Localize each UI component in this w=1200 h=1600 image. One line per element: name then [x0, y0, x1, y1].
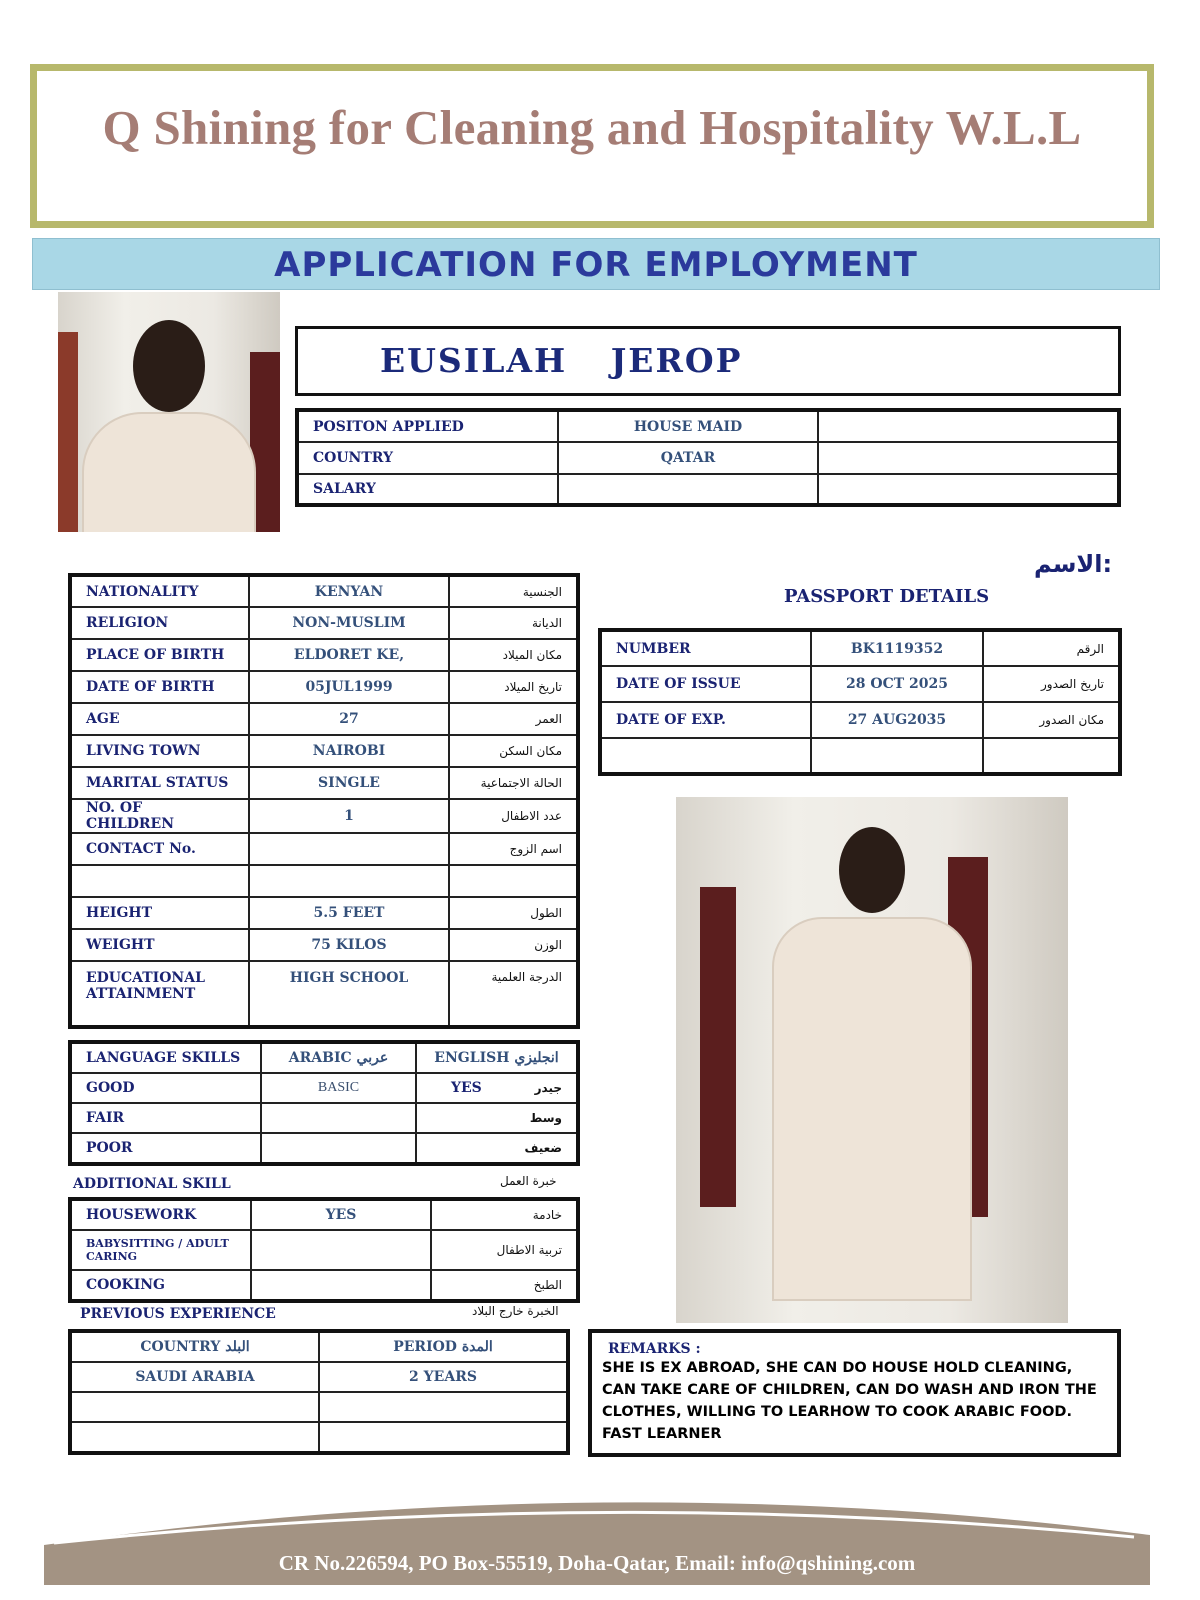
field-value: 05JUL1999: [249, 671, 449, 703]
table-row: [600, 702, 1120, 738]
table-row: [70, 703, 578, 735]
table-row: [70, 1133, 578, 1164]
experience-period: 2 YEARS: [319, 1362, 568, 1392]
passport-label: NUMBER: [600, 630, 811, 666]
arabic-level-value: BASIC: [261, 1073, 416, 1103]
table-row: [70, 929, 578, 961]
field-value: 5.5 FEET: [249, 897, 449, 929]
field-label: DATE OF BIRTH: [70, 671, 249, 703]
table-row: [70, 1392, 568, 1422]
skill-arabic-label: خادمة: [431, 1199, 578, 1230]
language-level-arabic: ضعيف: [524, 1141, 562, 1155]
skill-value: [251, 1230, 431, 1270]
field-label: NATIONALITY: [70, 575, 249, 607]
position-table: [295, 408, 1121, 507]
language-level-arabic: جيدر: [534, 1081, 562, 1095]
passport-title: PASSPORT DETAILS: [784, 586, 990, 607]
field-arabic-label: مكان الميلاد: [449, 639, 578, 671]
field-value: [249, 833, 449, 865]
field-value: NON-MUSLIM: [249, 607, 449, 639]
table-row: [600, 630, 1120, 666]
position-label: POSITON APPLIED: [297, 410, 558, 442]
last-name: JEROP: [610, 341, 743, 380]
table-row: [70, 735, 578, 767]
field-value: KENYAN: [249, 575, 449, 607]
passport-label: DATE OF ISSUE: [600, 666, 811, 702]
company-name: Q Shining for Cleaning and Hospitality W.L.L: [102, 100, 1082, 155]
personal-details-table: [68, 573, 580, 1029]
skill-arabic-label: الطبخ: [431, 1270, 578, 1301]
field-label: HEIGHT: [70, 897, 249, 929]
table-row: [70, 575, 578, 607]
table-row: [70, 1073, 578, 1103]
passport-table: [598, 628, 1122, 776]
previous-experience-table: [68, 1329, 570, 1455]
field-arabic-label: الديانة: [449, 607, 578, 639]
field-label: PLACE OF BIRTH: [70, 639, 249, 671]
portrait-photo: [58, 292, 280, 532]
table-row: [70, 865, 578, 897]
table-row: [297, 474, 1119, 505]
passport-arabic-label: [983, 738, 1120, 774]
field-value: 1: [249, 799, 449, 833]
table-row: [70, 833, 578, 865]
position-value: HOUSE MAID: [558, 410, 818, 442]
skill-value: YES: [251, 1199, 431, 1230]
field-value: ELDORET KE,: [249, 639, 449, 671]
additional-skill-arabic-title: خبرة العمل: [500, 1174, 557, 1188]
table-row: [70, 1270, 578, 1301]
table-row: [600, 666, 1120, 702]
passport-arabic-label: الرقم: [983, 630, 1120, 666]
field-value: [249, 865, 449, 897]
field-arabic-label: اسم الزوج: [449, 833, 578, 865]
experience-country-header: COUNTRY البلد: [70, 1331, 319, 1362]
table-row: [297, 410, 1119, 442]
field-label: RELIGION: [70, 607, 249, 639]
table-row: [70, 767, 578, 799]
remarks-box: [588, 1329, 1121, 1457]
passport-arabic-label: تاريخ الصدور: [983, 666, 1120, 702]
field-label: [70, 865, 249, 897]
field-label: AGE: [70, 703, 249, 735]
passport-arabic-label: مكان الصدور: [983, 702, 1120, 738]
previous-experience-arabic-title: الخبرة خارج البلاد: [472, 1304, 559, 1318]
field-value: SINGLE: [249, 767, 449, 799]
table-row: [70, 1331, 568, 1362]
field-arabic-label: الوزن: [449, 929, 578, 961]
first-name: EUSILAH: [380, 341, 568, 380]
experience-country: SAUDI ARABIA: [70, 1362, 319, 1392]
field-label: NO. OF CHILDREN: [70, 799, 249, 833]
skill-arabic-label: تربية الاطفال: [431, 1230, 578, 1270]
language-level: POOR: [70, 1133, 261, 1164]
english-level-value: YES: [451, 1080, 482, 1096]
field-label: CONTACT No.: [70, 833, 249, 865]
language-header: LANGUAGE SKILLS: [70, 1042, 261, 1073]
field-value: 27: [249, 703, 449, 735]
field-arabic-label: الحالة الاجتماعية: [449, 767, 578, 799]
field-arabic-label: الطول: [449, 897, 578, 929]
table-row: [70, 671, 578, 703]
passport-label: [600, 738, 811, 774]
footer-band: [44, 1475, 1150, 1585]
skill-label: BABYSITTING / ADULT CARING: [70, 1230, 251, 1270]
form-title-banner: [32, 238, 1160, 290]
position-value: [558, 474, 818, 505]
field-label: MARITAL STATUS: [70, 767, 249, 799]
experience-period: [319, 1392, 568, 1422]
table-row: [70, 961, 578, 1027]
additional-skill-title: ADDITIONAL SKILL: [73, 1176, 231, 1192]
table-row: [70, 607, 578, 639]
table-row: [70, 1422, 568, 1453]
language-skills-table: [68, 1040, 580, 1166]
field-value: 75 KILOS: [249, 929, 449, 961]
field-value: HIGH SCHOOL: [249, 961, 449, 1027]
field-arabic-label: [449, 865, 578, 897]
experience-country: [70, 1422, 319, 1453]
arabic-level-value: [261, 1103, 416, 1133]
company-header-frame: [30, 64, 1154, 228]
field-value: NAIROBI: [249, 735, 449, 767]
experience-country: [70, 1392, 319, 1422]
field-label: LIVING TOWN: [70, 735, 249, 767]
position-extra: [818, 410, 1119, 442]
language-level: FAIR: [70, 1103, 261, 1133]
passport-value: [811, 738, 983, 774]
arabic-level-value: [261, 1133, 416, 1164]
position-value: QATAR: [558, 442, 818, 474]
field-label: WEIGHT: [70, 929, 249, 961]
experience-period: [319, 1422, 568, 1453]
form-title: APPLICATION FOR EMPLOYMENT: [274, 245, 918, 285]
table-row: [70, 799, 578, 833]
language-level-arabic: وسط: [529, 1111, 562, 1125]
position-extra: [818, 442, 1119, 474]
field-arabic-label: عدد الاطفال: [449, 799, 578, 833]
table-row: [70, 1230, 578, 1270]
table-row: [600, 738, 1120, 774]
skill-label: HOUSEWORK: [70, 1199, 251, 1230]
field-arabic-label: تاريخ الميلاد: [449, 671, 578, 703]
table-row: [70, 639, 578, 671]
passport-value: 28 OCT 2025: [811, 666, 983, 702]
full-body-photo: [676, 797, 1068, 1323]
position-label: SALARY: [297, 474, 558, 505]
remarks-title: REMARKS :: [608, 1341, 701, 1357]
language-level: GOOD: [70, 1073, 261, 1103]
field-arabic-label: مكان السكن: [449, 735, 578, 767]
additional-skill-table: [68, 1197, 580, 1303]
footer-contact: CR No.226594, PO Box-55519, Doha-Qatar, Email: info@qshining.com: [278, 1551, 916, 1575]
position-extra: [818, 474, 1119, 505]
passport-value: 27 AUG2035: [811, 702, 983, 738]
skill-value: [251, 1270, 431, 1301]
passport-label: DATE OF EXP.: [600, 702, 811, 738]
language-header-english: ENGLISH انجليزي: [416, 1042, 578, 1073]
table-row: [70, 1199, 578, 1230]
field-arabic-label: الدرجة العلمية: [449, 961, 578, 1027]
language-header-arabic: ARABIC عربي: [261, 1042, 416, 1073]
table-row: [70, 1103, 578, 1133]
skill-label: COOKING: [70, 1270, 251, 1301]
applicant-name-box: [295, 326, 1121, 396]
field-label: EDUCATIONAL ATTAINMENT: [70, 961, 249, 1027]
field-arabic-label: الجنسية: [449, 575, 578, 607]
remarks-text: SHE IS EX ABROAD, SHE CAN DO HOUSE HOLD CLEANING, CAN TAKE CARE OF CHILDREN, CAN DO WASH AND IRON THE CLOTHES, WILLING TO LEARHOW TO COOK ARABIC FOOD. FAST LEARNER: [602, 1360, 1097, 1442]
table-row: [70, 1042, 578, 1073]
table-row: [70, 897, 578, 929]
table-row: [70, 1362, 568, 1392]
passport-value: BK1119352: [811, 630, 983, 666]
field-arabic-label: العمر: [449, 703, 578, 735]
previous-experience-title: PREVIOUS EXPERIENCE: [80, 1306, 276, 1322]
experience-period-header: PERIOD المدة: [319, 1331, 568, 1362]
table-row: [297, 442, 1119, 474]
arabic-name-label: الاسم:: [1034, 550, 1113, 578]
position-label: COUNTRY: [297, 442, 558, 474]
